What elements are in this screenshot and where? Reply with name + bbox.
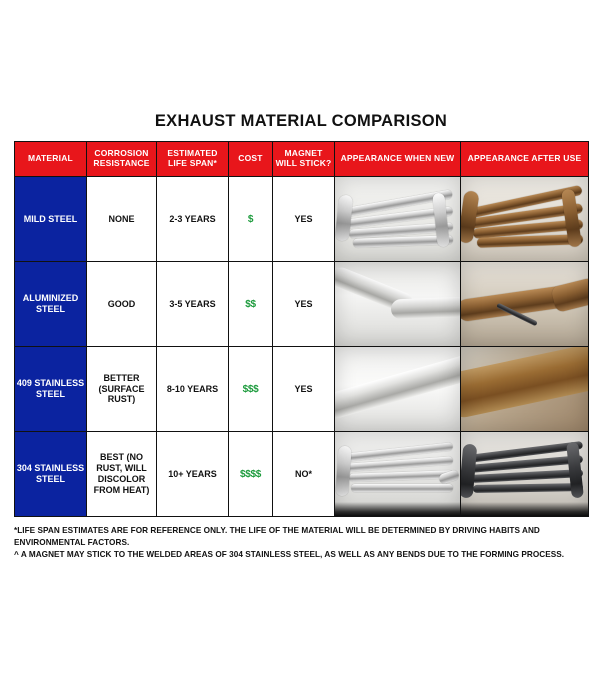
footnote-magnet: ^ A MAGNET MAY STICK TO THE WELDED AREAS OF 304 STAINLESS STEEL, AS WELL AS ANY BENDS DUE TO THE FORMING PROCESS. xyxy=(14,549,565,559)
cell-appearance-new xyxy=(335,177,461,262)
page-title: EXHAUST MATERIAL COMPARISON xyxy=(154,112,448,130)
footnotes xyxy=(14,525,588,561)
cell-cost: $$ xyxy=(229,262,273,347)
cell-appearance-new xyxy=(335,262,461,347)
footnote-life-span: *LIFE SPAN ESTIMATES ARE FOR REFERENCE ONLY. THE LIFE OF THE MATERIAL WILL BE DETERMINED BY DRIVING HABITS AND ENVIRONMENTAL FACTORS. xyxy=(14,526,540,547)
cell-material: ALUMINIZED STEEL xyxy=(15,262,87,347)
cell-appearance-new xyxy=(335,347,461,432)
column-header-appearance-used: APPEARANCE AFTER USE xyxy=(461,142,589,177)
photo-shiny-steel-header xyxy=(335,177,460,261)
table-header-row xyxy=(15,142,589,177)
cell-cost: $ xyxy=(229,177,273,262)
cell-magnet: YES xyxy=(273,262,335,347)
photo-304-discolored-header xyxy=(461,432,588,516)
exhaust-material-comparison-table xyxy=(14,141,589,517)
cell-corrosion-resistance: NONE xyxy=(87,177,157,262)
cell-corrosion-resistance: BETTER (SURFACE RUST) xyxy=(87,347,157,432)
cell-material: MILD STEEL xyxy=(15,177,87,262)
photo-409-surface-rust-tube xyxy=(461,347,588,431)
comparison-sheet xyxy=(14,112,588,604)
table-row xyxy=(15,262,589,347)
cell-appearance-used xyxy=(461,262,589,347)
cell-appearance-new xyxy=(335,432,461,517)
cell-life-span: 2-3 YEARS xyxy=(157,177,229,262)
column-header-cost: COST xyxy=(229,142,273,177)
photo-409-stainless-tube xyxy=(335,347,460,431)
column-header-appearance-new: APPEARANCE WHEN NEW xyxy=(335,142,461,177)
cell-life-span: 3-5 YEARS xyxy=(157,262,229,347)
cell-cost: $$$ xyxy=(229,347,273,432)
photo-rusted-steel-header xyxy=(461,177,588,261)
cell-cost: $$$$ xyxy=(229,432,273,517)
table-row xyxy=(15,177,589,262)
cell-life-span: 8-10 YEARS xyxy=(157,347,229,432)
cell-life-span: 10+ YEARS xyxy=(157,432,229,517)
cell-appearance-used xyxy=(461,347,589,432)
cell-material: 304 STAINLESS STEEL xyxy=(15,432,87,517)
column-header-corrosion-resistance: CORROSION RESISTANCE xyxy=(87,142,157,177)
column-header-material: MATERIAL xyxy=(15,142,87,177)
cell-magnet: YES xyxy=(273,177,335,262)
cell-magnet: YES xyxy=(273,347,335,432)
cell-magnet: NO* xyxy=(273,432,335,517)
table-row xyxy=(15,432,589,517)
column-header-life-span: ESTIMATED LIFE SPAN* xyxy=(157,142,229,177)
photo-304-stainless-header xyxy=(335,432,460,516)
cell-corrosion-resistance: GOOD xyxy=(87,262,157,347)
cell-appearance-used xyxy=(461,177,589,262)
column-header-magnet: MAGNET WILL STICK? xyxy=(273,142,335,177)
table-row xyxy=(15,347,589,432)
cell-material: 409 STAINLESS STEEL xyxy=(15,347,87,432)
photo-corroded-aluminized-pipe xyxy=(461,262,588,346)
cell-appearance-used xyxy=(461,432,589,517)
photo-aluminized-bent-pipe xyxy=(335,262,460,346)
cell-corrosion-resistance: BEST (NO RUST, WILL DISCOLOR FROM HEAT) xyxy=(87,432,157,517)
